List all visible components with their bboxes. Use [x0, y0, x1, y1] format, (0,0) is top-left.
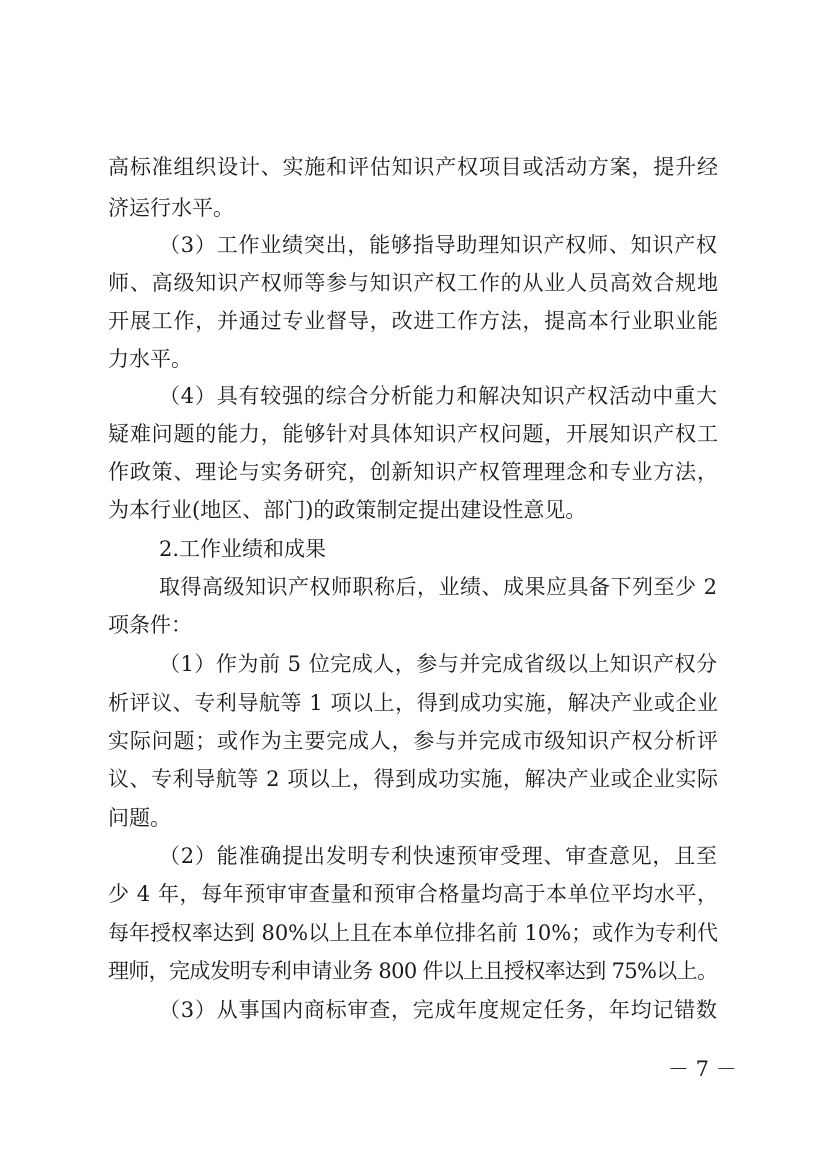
text-line-content: 开展工作，并通过专业督导，改进工作方法，提高本行业职业能	[108, 309, 719, 333]
text-line	[0, 344, 827, 374]
text-line-content: 析评议、专利导航等 1 项以上，得到成功实施，解决产业或企业	[108, 691, 719, 715]
text-line	[0, 995, 827, 1025]
text-line	[0, 610, 827, 640]
text-line	[0, 803, 827, 833]
text-line-content: 问题。	[108, 806, 171, 830]
page-number: － 7 －	[668, 1057, 737, 1081]
text-line	[0, 726, 827, 756]
text-line-content: 为本行业(地区、部门)的政策制定提出建设性意见。	[108, 498, 587, 522]
text-line	[0, 230, 827, 260]
text-line-content: 师、高级知识产权师等参与知识产权工作的从业人员高效合规地	[108, 271, 719, 295]
text-line-content: 每年授权率达到 80%以上且在本单位排名前 10%；或作为专利代	[108, 921, 718, 945]
text-line-content: 取得高级知识产权师职称后，业绩、成果应具备下列至少 2	[159, 575, 718, 599]
text-line-content: （4）具有较强的综合分析能力和解决知识产权活动中重大	[159, 384, 718, 408]
text-line	[0, 841, 827, 871]
text-line-content: 济运行水平。	[108, 196, 234, 220]
text-line-content: （2）能准确提出发明专利快速预审受理、审查意见，且至	[159, 844, 718, 868]
text-line-content: （3）工作业绩突出，能够指导助理知识产权师、知识产权	[159, 233, 718, 257]
text-line	[0, 495, 827, 525]
text-line	[0, 688, 827, 718]
text-line-content: 议、专利导航等 2 项以上，得到成功实施，解决产业或企业实际	[108, 767, 719, 791]
text-line-content: 2.工作业绩和成果	[159, 537, 327, 561]
text-line	[0, 764, 827, 794]
text-line	[0, 956, 827, 986]
text-line-content: 实际问题；或作为主要完成人，参与并完成市级知识产权分析评	[108, 729, 719, 753]
text-line-content: 项条件：	[108, 613, 192, 637]
text-line	[0, 419, 827, 449]
text-line-content: 理师，完成发明专利申请业务 800 件以上且授权率达到 75%以上。	[108, 959, 718, 983]
text-line	[0, 268, 827, 298]
text-line	[0, 193, 827, 223]
text-line-content: 疑难问题的能力，能够针对具体知识产权问题，开展知识产权工	[108, 422, 719, 446]
text-line	[0, 381, 827, 411]
text-line-content: 力水平。	[108, 347, 192, 371]
text-line	[0, 879, 827, 909]
text-line	[0, 572, 827, 602]
text-line-content: 作政策、理论与实务研究，创新知识产权管理理念和专业方法，	[108, 460, 719, 484]
text-line	[0, 457, 827, 487]
text-line-content: 高标准组织设计、实施和评估知识产权项目或活动方案，提升经	[108, 155, 719, 179]
text-line	[0, 918, 827, 948]
text-line	[0, 306, 827, 336]
text-line	[0, 649, 827, 679]
text-line-content: 少 4 年，每年预审审查量和预审合格量均高于本单位平均水平，	[108, 882, 719, 906]
text-line-content: （3）从事国内商标审查，完成年度规定任务，年均记错数	[159, 998, 718, 1022]
text-line-content: （1）作为前 5 位完成人，参与并完成省级以上知识产权分	[159, 652, 718, 676]
text-line	[0, 534, 827, 564]
text-line	[0, 152, 827, 182]
